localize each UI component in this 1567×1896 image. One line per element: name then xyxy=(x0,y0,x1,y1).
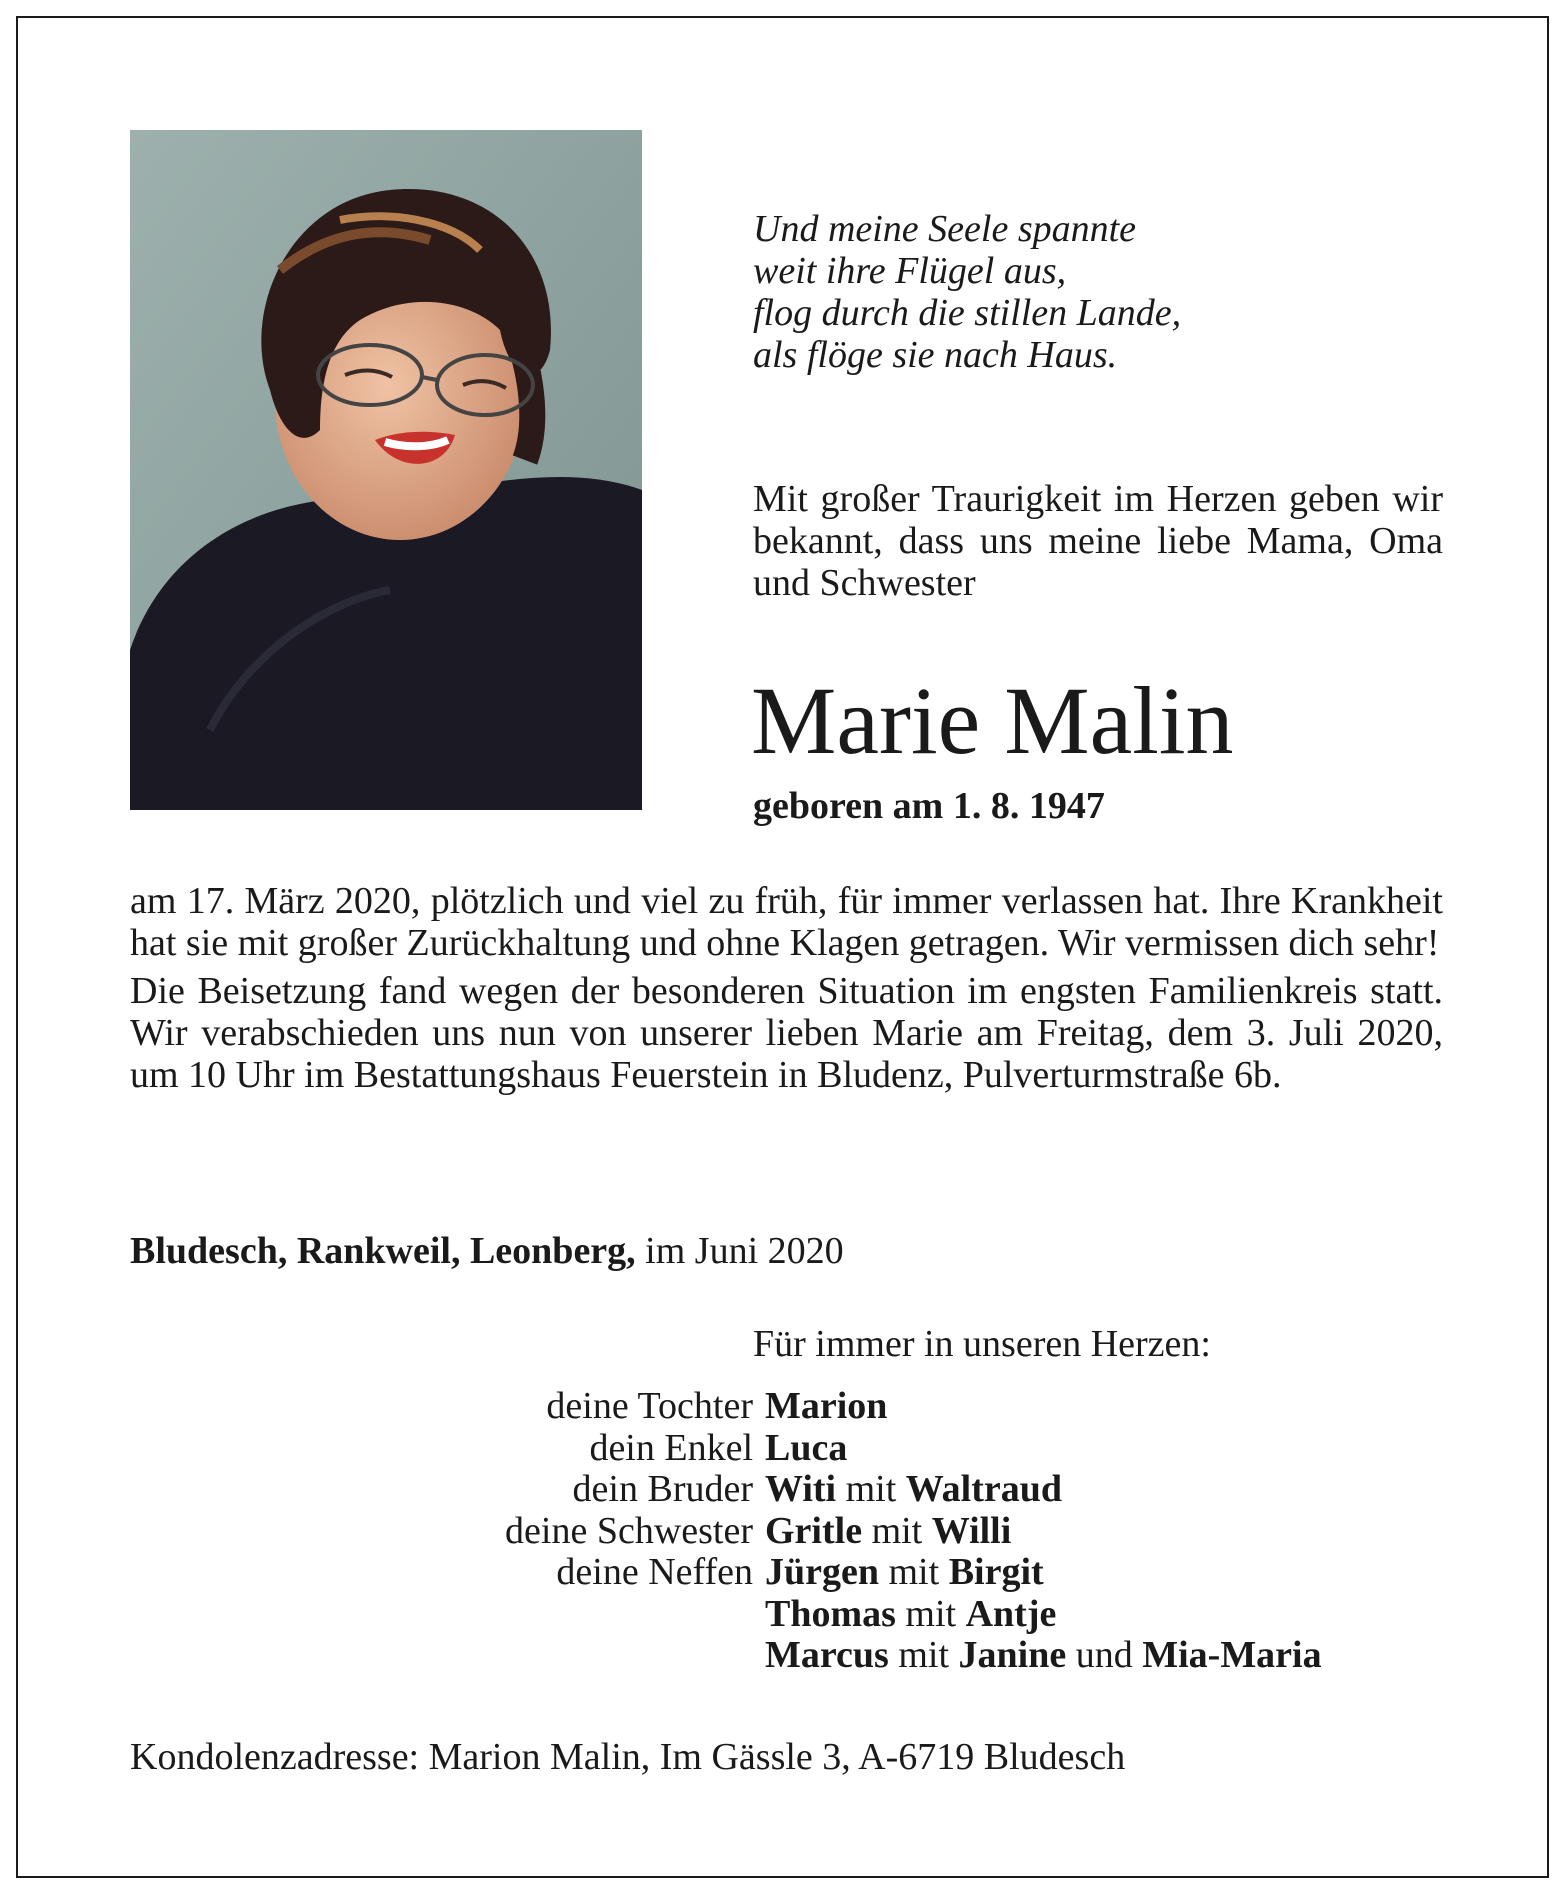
body-paragraph: am 17. März 2020, plötzlich und viel zu früh, für immer verlassen hat. Ihre Krankheit hat sie mit großer Zurückhaltung und ohne Klagen getragen. Wir vermissen dich sehr! xyxy=(130,880,1443,964)
family-row xyxy=(130,1469,1443,1511)
memorial-poem xyxy=(753,208,1373,376)
family-relation: deine Neffen xyxy=(556,1551,753,1593)
family-relation xyxy=(130,1594,753,1636)
family-relation xyxy=(130,1635,753,1677)
family-row xyxy=(130,1386,1443,1428)
connector-with: mit xyxy=(905,1592,957,1635)
announcement-body xyxy=(130,880,1443,1102)
family-member: Gritle xyxy=(765,1509,863,1552)
family-relation: deine Tochter xyxy=(546,1385,753,1427)
connector-with: mit xyxy=(898,1634,950,1676)
family-row xyxy=(130,1428,1443,1470)
family-member: Birgit xyxy=(948,1551,1044,1593)
family-row xyxy=(130,1552,1443,1594)
deceased-name: Marie Malin xyxy=(751,667,1234,774)
family-relation: deine Schwester xyxy=(505,1509,753,1552)
birth-date: geboren am 1. 8. 1947 xyxy=(753,785,1105,827)
portrait-photo xyxy=(130,130,642,810)
family-member: Marion xyxy=(765,1385,888,1427)
family-relation: dein Enkel xyxy=(589,1426,753,1469)
portrait-illustration xyxy=(130,130,642,810)
family-member: Luca xyxy=(765,1426,848,1469)
family-row xyxy=(130,1635,1443,1677)
family-row xyxy=(130,1511,1443,1553)
family-member: Thomas xyxy=(765,1592,896,1635)
connector-with: mit xyxy=(888,1551,940,1593)
family-member: Antje xyxy=(965,1592,1057,1635)
intro-text: Mit großer Traurigkeit im Herzen geben wir bekannt, dass uns meine liebe Mama, Oma und Schwester xyxy=(753,478,1443,604)
family-heading: Für immer in unseren Herzen: xyxy=(753,1323,1211,1365)
body-paragraph: Die Beisetzung fand wegen der besonderen Situation im engsten Familienkreis statt. Wir verabschieden uns nun von unserer lieben Marie am Freitag, dem 3. Juli 2020, um 10 Uhr im Bestattungshaus Feuerstein in Bludenz, Pulverturmstraße 6b. xyxy=(130,970,1443,1096)
poem-line: als flöge sie nach Haus. xyxy=(753,334,1118,376)
family-relation: dein Bruder xyxy=(572,1468,753,1510)
connector-with: mit xyxy=(871,1509,923,1552)
poem-line: weit ihre Flügel aus, xyxy=(753,250,1067,292)
family-member: Marcus xyxy=(765,1634,889,1676)
family-member: Janine xyxy=(958,1634,1067,1676)
family-list xyxy=(130,1386,1443,1677)
family-member: Willi xyxy=(931,1509,1012,1552)
places-and-date xyxy=(130,1230,844,1272)
places-towns: Bludesch, Rankweil, Leonberg, xyxy=(130,1230,636,1272)
condolence-address: Kondolenzadresse: Marion Malin, Im Gässle 3, A-6719 Bludesch xyxy=(130,1736,1126,1778)
connector-with: mit xyxy=(845,1468,897,1510)
family-member: Mia-Maria xyxy=(1142,1634,1322,1676)
family-member: Witi xyxy=(765,1468,837,1510)
obituary-notice xyxy=(16,16,1549,1878)
poem-line: Und meine Seele spannte xyxy=(753,208,1137,250)
places-date: im Juni 2020 xyxy=(645,1230,844,1272)
family-member: Jürgen xyxy=(765,1551,879,1593)
connector-and: und xyxy=(1075,1634,1133,1676)
family-row xyxy=(130,1594,1443,1636)
family-member: Waltraud xyxy=(905,1468,1063,1510)
poem-line: flog durch die stillen Lande, xyxy=(753,292,1182,334)
